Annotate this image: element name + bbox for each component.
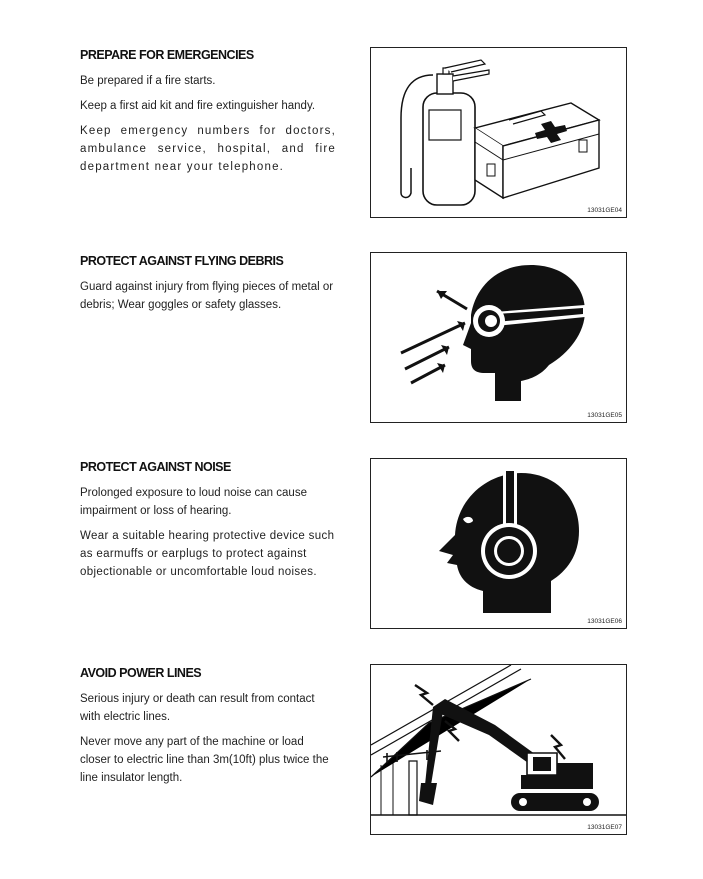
paragraph: Keep a first aid kit and fire extinguisher handy. — [80, 100, 316, 112]
section-protect-against-flying-debris — [0, 254, 703, 454]
figure-code: 13031GE06 — [587, 618, 622, 625]
head-with-earmuffs-icon — [371, 459, 626, 628]
paragraph: Keep emergency numbers for doctors, ambulance service, hospital, and fire department near your telephone. — [80, 125, 336, 173]
figure-power-lines — [370, 664, 627, 835]
section-heading: AVOID POWER LINES — [80, 666, 202, 680]
head-with-safety-goggles-icon — [371, 253, 626, 422]
section-prepare-for-emergencies — [0, 48, 703, 248]
paragraph: Wear a suitable hearing protective device such as earmuffs or earplugs to protect against objectionable or uncomfortable loud noises. — [80, 530, 335, 578]
section-heading: PROTECT AGAINST FLYING DEBRIS — [80, 254, 284, 268]
paragraph: Guard against injury from flying pieces of metal or debris; Wear goggles or safety glasses. — [80, 281, 334, 311]
figure-code: 13031GE07 — [587, 824, 622, 831]
section-avoid-power-lines — [0, 666, 703, 866]
paragraph: Prolonged exposure to loud noise can cause impairment or loss of hearing. — [80, 487, 307, 517]
figure-code: 13031GE05 — [587, 412, 622, 419]
figure-noise — [370, 458, 627, 629]
paragraph: Never move any part of the machine or load closer to electric line than 3m(10ft) plus twice the line insulator length. — [80, 736, 329, 784]
fire-extinguisher-and-first-aid-kit-icon — [371, 48, 626, 217]
section-heading: PROTECT AGAINST NOISE — [80, 460, 231, 474]
figure-code: 13031GE04 — [587, 207, 622, 214]
excavator-near-power-lines-icon — [371, 665, 626, 834]
section-heading: PREPARE FOR EMERGENCIES — [80, 48, 254, 62]
section-protect-against-noise — [0, 460, 703, 660]
paragraph: Serious injury or death can result from contact with electric lines. — [80, 693, 315, 723]
figure-flying-debris — [370, 252, 627, 423]
paragraph: Be prepared if a fire starts. — [80, 75, 216, 87]
figure-emergency — [370, 47, 627, 218]
